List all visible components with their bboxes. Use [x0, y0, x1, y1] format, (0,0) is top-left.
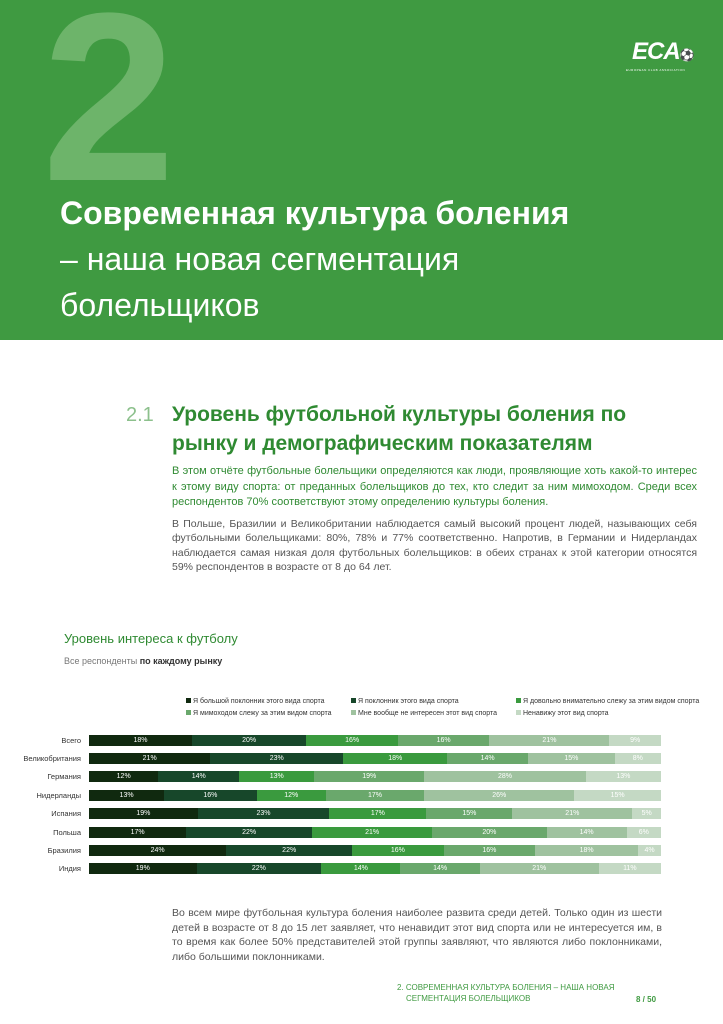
- body-paragraph: В Польше, Бразилии и Великобритании наблюдается самый высокий процент людей, называющих себя футбольными болельщиками: 80%, 78% и 77% соответственно. Напротив, в Германии и Нидерландах наблюдается самая низкая доля футбольных болельщиков: в обеих странах к этой категории относятся 59% респондентов в возрасте от 8 до 64 лет.: [172, 517, 697, 573]
- bar-segment: 24%: [89, 845, 226, 856]
- category-label: Всего: [61, 736, 81, 745]
- chapter-header: [0, 0, 723, 340]
- bar-segment: 14%: [321, 863, 400, 874]
- stacked-bar: [89, 863, 661, 874]
- stacked-bar: [89, 753, 661, 764]
- bar-segment: 9%: [609, 735, 660, 746]
- category-label: Индия: [58, 864, 81, 873]
- chapter-number: 2: [42, 0, 176, 231]
- bar-segment: 13%: [239, 771, 314, 782]
- category-label: Испания: [51, 809, 81, 818]
- chart-subtitle: Все респонденты по каждому рынку: [64, 656, 223, 666]
- stacked-bar: [89, 790, 661, 801]
- section-number: 2.1: [126, 404, 154, 426]
- bar-segment: 23%: [198, 808, 330, 819]
- category-label: Польша: [53, 828, 81, 837]
- page-number: 8 / 50: [636, 995, 657, 1004]
- bar-segment: 14%: [158, 771, 239, 782]
- chart-row: [0, 827, 723, 838]
- footer-section: 2. СОВРЕМЕННАЯ КУЛЬТУРА БОЛЕНИЯ – НАША НОВАЯ СЕГМЕНТАЦИЯ БОЛЕЛЬЩИКОВ: [397, 983, 615, 1003]
- bar-segment: 8%: [615, 753, 661, 764]
- bar-segment: 16%: [352, 845, 444, 856]
- bar-segment: 15%: [574, 790, 661, 801]
- legend-swatch: [351, 710, 356, 715]
- stacked-bar: [89, 827, 661, 838]
- section-text: [172, 400, 697, 575]
- bar-segment: 21%: [312, 827, 432, 838]
- bar-segment: 21%: [480, 863, 599, 874]
- bar-segment: 19%: [89, 863, 197, 874]
- eca-logo: ECA⚽: [632, 38, 694, 65]
- bar-segment: 11%: [599, 863, 661, 874]
- bar-segment: 16%: [444, 845, 536, 856]
- stacked-bar: [89, 845, 661, 856]
- stacked-bar: [89, 808, 661, 819]
- bar-segment: 15%: [426, 808, 512, 819]
- legend-item: [186, 709, 351, 718]
- chart-row: [0, 771, 723, 782]
- bar-segment: 6%: [627, 827, 661, 838]
- intro-paragraph: В этом отчёте футбольные болельщики определяются как люди, проявляющие хоть какой-то интерес к этому виду спорта: от преданных болельщиков до тех, кто следит за ним мимоходом. Среди всех респондентов 70% соответствуют этому определению культуры боления.: [172, 465, 697, 508]
- bar-segment: 20%: [432, 827, 546, 838]
- chart-title: Уровень интереса к футболу: [64, 631, 238, 646]
- bar-segment: 21%: [89, 753, 210, 764]
- logo-subtitle: EUROPEAN CLUB ASSOCIATION: [626, 68, 686, 72]
- bar-segment: 19%: [314, 771, 424, 782]
- bar-segment: 21%: [512, 808, 632, 819]
- category-label: Нидерланды: [36, 791, 81, 800]
- bar-segment: 23%: [210, 753, 343, 764]
- legend-label: Я поклонник этого вида спорта: [358, 698, 459, 705]
- bar-segment: 12%: [257, 790, 326, 801]
- legend-swatch: [351, 698, 356, 703]
- legend-swatch: [516, 698, 521, 703]
- bar-segment: 26%: [424, 790, 574, 801]
- legend-label: Ненавижу этот вид спорта: [523, 710, 609, 717]
- chart-row: [0, 863, 723, 874]
- legend-swatch: [516, 710, 521, 715]
- bar-segment: 16%: [398, 735, 490, 746]
- bar-segment: 13%: [586, 771, 661, 782]
- bar-segment: 15%: [528, 753, 615, 764]
- category-label: Великобритания: [23, 754, 81, 763]
- bar-segment: 5%: [632, 808, 661, 819]
- bar-segment: 18%: [343, 753, 447, 764]
- bar-segment: 16%: [306, 735, 398, 746]
- bar-segment: 17%: [326, 790, 424, 801]
- bar-segment: 13%: [89, 790, 164, 801]
- chapter-title: Современная культура боления – наша новая сегментация болельщиков: [60, 195, 570, 323]
- chart-legend: [186, 697, 716, 718]
- legend-label: Я довольно внимательно слежу за этим видом спорта: [523, 698, 700, 705]
- legend-label: Мне вообще не интересен этот вид спорта: [358, 710, 498, 717]
- chart-row: [0, 735, 723, 746]
- bar-segment: 12%: [89, 771, 158, 782]
- legend-label: Я большой поклонник этого вида спорта: [193, 698, 325, 705]
- bar-segment: 22%: [186, 827, 312, 838]
- bar-segment: 14%: [547, 827, 627, 838]
- bar-segment: 19%: [89, 808, 198, 819]
- chart-row: [0, 808, 723, 819]
- legend-item: [186, 697, 351, 706]
- bar-segment: 21%: [489, 735, 609, 746]
- bar-segment: 28%: [424, 771, 586, 782]
- bar-segment: 18%: [535, 845, 638, 856]
- legend-label: Я мимоходом слежу за этим видом спорта: [193, 710, 332, 717]
- bar-segment: 20%: [192, 735, 306, 746]
- bar-segment: 14%: [400, 863, 479, 874]
- bar-segment: 22%: [226, 845, 352, 856]
- legend-item: [351, 697, 516, 706]
- ball-icon: ⚽: [679, 48, 694, 62]
- closing-paragraph: Во всем мире футбольная культура боления наиболее развита среди детей. Только один из шести детей в возрасте от 8 до 15 лет заявляет, что ненавидит этот вид спорта или не интересуется им, в то время как более 50% представителей этой группы заявляют, что являются либо поклонниками, либо большими поклонниками.: [172, 907, 662, 963]
- bar-segment: 14%: [447, 753, 528, 764]
- legend-item: [516, 709, 716, 718]
- stacked-bar: [89, 735, 661, 746]
- bar-segment: 22%: [197, 863, 322, 874]
- bar-segment: 18%: [89, 735, 192, 746]
- chart-row: [0, 753, 723, 764]
- legend-item: [351, 709, 516, 718]
- legend-item: [516, 697, 716, 706]
- legend-swatch: [186, 710, 191, 715]
- section-title: Уровень футбольной культуры боления по рынку и демографическим показателям: [172, 403, 627, 455]
- chart-row: [0, 845, 723, 856]
- bar-segment: 17%: [89, 827, 186, 838]
- category-label: Бразилия: [47, 846, 81, 855]
- bar-segment: 16%: [164, 790, 256, 801]
- category-label: Германия: [47, 772, 81, 781]
- bar-segment: 17%: [329, 808, 426, 819]
- chart-row: [0, 790, 723, 801]
- bar-segment: 4%: [638, 845, 661, 856]
- stacked-bar: [89, 771, 661, 782]
- legend-swatch: [186, 698, 191, 703]
